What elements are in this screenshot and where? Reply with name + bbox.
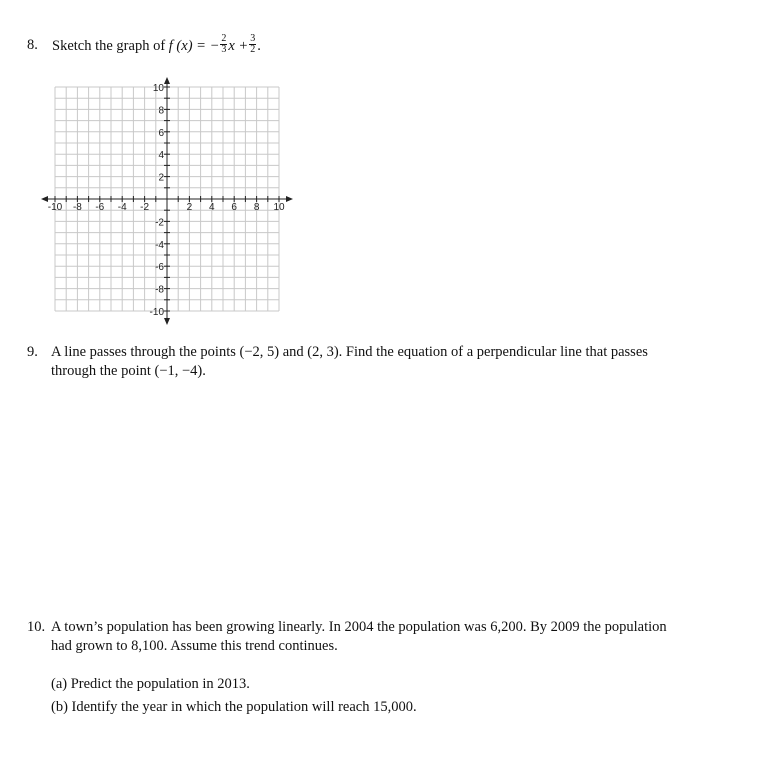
question-10-part-b: (b) Identify the year in which the population will reach 15,000. (51, 699, 417, 715)
y-tick-label: -6 (155, 262, 164, 274)
question-8-function: f (x) = − (168, 37, 220, 54)
question-8-prompt: Sketch the graph of (52, 37, 166, 54)
question-10-text (51, 618, 667, 656)
y-axis-up-arrow (164, 77, 170, 84)
fraction-denominator: 2 (250, 44, 256, 55)
x-tick-label: 2 (186, 202, 193, 213)
y-axis-down-arrow (164, 318, 170, 325)
y-tick-label: -8 (155, 284, 164, 296)
fraction-three-halves (249, 34, 256, 55)
question-10-line-1: A town’s population has been growing linearly. In 2004 the population was 6,200. By 2009 the population (51, 619, 667, 635)
question-9-line-2: through the point (−1, −4). (51, 363, 206, 379)
x-tick-label: 8 (253, 202, 260, 213)
coordinate-grid (40, 77, 300, 327)
x-tick-label: -2 (140, 202, 150, 213)
question-9-text (51, 343, 648, 381)
question-10-part-a: (a) Predict the population in 2013. (51, 676, 250, 692)
question-9-number: 9. (27, 344, 38, 360)
x-tick-label: 6 (231, 202, 237, 213)
y-tick-label: -10 (149, 307, 164, 318)
question-8-period: . (257, 37, 261, 54)
y-tick-label: 6 (158, 127, 164, 139)
x-tick-label: -10 (47, 202, 63, 213)
y-tick-label: -4 (155, 239, 164, 251)
question-10-line-2: had grown to 8,100. Assume this trend continues. (51, 638, 338, 654)
x-tick-label: 10 (273, 202, 285, 213)
question-9-line-1: A line passes through the points (−2, 5) and (2, 3). Find the equation of a perpendicular line that passes (51, 344, 648, 360)
question-10-number: 10. (27, 619, 46, 635)
x-tick-label: -4 (117, 202, 127, 213)
fraction-numerator: 2 (221, 33, 227, 44)
x-axis-right-arrow (286, 196, 293, 202)
y-tick-label: -2 (155, 217, 164, 229)
x-tick-label: 4 (209, 202, 215, 213)
y-tick-label: 10 (152, 83, 164, 94)
fraction-two-thirds (220, 34, 227, 55)
y-tick-label: 8 (158, 105, 164, 117)
x-tick-label: -6 (95, 202, 105, 213)
question-8-number: 8. (27, 37, 38, 53)
fraction-denominator: 3 (221, 44, 227, 55)
fraction-numerator: 3 (250, 33, 256, 44)
x-tick-label: -8 (72, 202, 82, 213)
question-8-text (52, 33, 261, 57)
question-8-x-term: x + (228, 37, 249, 54)
y-tick-label: 4 (158, 150, 164, 162)
y-tick-label: 2 (158, 172, 164, 184)
